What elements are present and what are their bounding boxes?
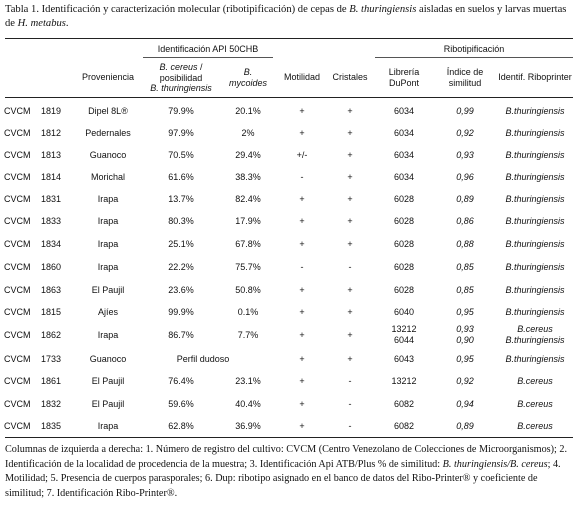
table-caption [5, 3, 571, 31]
table-row [0, 188, 578, 210]
cell-proveniencia: Irapa [97, 216, 119, 226]
header-libreria-line1: Librería [388, 67, 420, 77]
cell-proveniencia: Guanoco [89, 150, 127, 160]
cell-identif: B.thuringiensis [505, 262, 565, 272]
cell-libreria: 6028 [393, 285, 415, 295]
table-row [0, 324, 578, 346]
cell-cristales: + [347, 106, 353, 116]
cell-libreria: 6028 [393, 216, 415, 226]
table-footnote [5, 443, 573, 501]
cell-motilidad: - [300, 262, 304, 272]
cell-indice: 0,95 [456, 307, 474, 317]
cell-collection: CVCM [4, 239, 31, 249]
header-mycoides-line2: mycoides [228, 77, 267, 88]
cell-motilidad: + [299, 285, 305, 295]
cell-identif: B.thuringiensis [505, 307, 565, 317]
cell-proveniencia: Irapa [97, 330, 119, 340]
cell-libreria: 6034 [393, 150, 415, 160]
table-row [0, 279, 578, 301]
cell-cereus-pct: 13.7% [168, 194, 194, 204]
cell-motilidad: +/- [296, 150, 308, 160]
cell-motilidad: - [300, 172, 304, 182]
footnote-species: B. thuringiensis [442, 458, 508, 470]
cell-identif: B.cereus [517, 399, 553, 409]
cell-motilidad: + [299, 106, 305, 116]
header-libreria-line2: DuPont [388, 77, 420, 88]
header-indice [437, 67, 493, 88]
footnote-species: B. cereus [510, 458, 548, 470]
table-row [0, 144, 578, 166]
cell-collection: CVCM [4, 150, 31, 160]
footnote-text: ; 4. Motilidad; 5. Presencia de cuerpos parasporales; 6. Dup: ribotipo asignado en el banco de datos del Ribo-Printer® y coeficiente de similitud; 7. Identificación Ribo-Printer®. [5, 458, 561, 499]
footnote-slash: / [507, 458, 511, 470]
cell-register-number: 1831 [41, 194, 62, 204]
header-mycoides [223, 67, 273, 88]
header-indice-line2: similitud [448, 77, 482, 88]
table-row [0, 348, 578, 370]
header-cereus-species: B. cereus [159, 62, 198, 72]
cell-collection: CVCM [4, 172, 31, 182]
header-cereus [143, 62, 219, 94]
cell-identif: B.thuringiensis [505, 106, 565, 116]
cell-register-number: 1833 [41, 216, 62, 226]
cell-identif-line1: B.cereus [517, 324, 553, 334]
cell-indice: 0,85 [456, 262, 474, 272]
header-libreria [375, 67, 433, 88]
cell-indice: 0,94 [456, 399, 474, 409]
cell-cristales: - [348, 262, 352, 272]
cell-collection: CVCM [4, 194, 31, 204]
cell-identif-line2: B.thuringiensis [505, 334, 565, 345]
cell-libreria: 6028 [393, 239, 415, 249]
caption-text: . [65, 18, 69, 29]
header-motilidad: Motilidad [283, 72, 321, 82]
cell-indice: 0,95 [456, 354, 474, 364]
cell-libreria-line1: 13212 [391, 324, 417, 334]
cell-cereus-pct: 70.5% [168, 150, 194, 160]
caption-text: aisladas en suelos y larvas muertas de [5, 4, 567, 29]
table-row [0, 122, 578, 144]
cell-mycoides-pct: 50.8% [235, 285, 261, 295]
cell-mycoides-pct: 67.8% [235, 239, 261, 249]
cell-mycoides-pct: 75.7% [235, 262, 261, 272]
header-rule [5, 97, 573, 98]
table-row [0, 166, 578, 188]
cell-cristales: + [347, 172, 353, 182]
header-indice-line1: Índice de [446, 67, 484, 77]
cell-identif: B.thuringiensis [505, 216, 565, 226]
cell-collection: CVCM [4, 285, 31, 295]
cell-motilidad: + [299, 307, 305, 317]
cell-identif: B.thuringiensis [505, 239, 565, 249]
cell-proveniencia: Morichal [90, 172, 125, 182]
cell-indice [437, 324, 493, 345]
cell-register-number: 1815 [41, 307, 62, 317]
cell-indice-line1: 0,93 [456, 324, 474, 334]
cell-mycoides-pct: 29.4% [235, 150, 261, 160]
table-row [0, 415, 578, 437]
cell-motilidad: + [299, 376, 305, 386]
cell-indice: 0,88 [456, 239, 474, 249]
cell-collection: CVCM [4, 307, 31, 317]
table-row [0, 210, 578, 232]
ribo-group-rule [375, 57, 573, 58]
cell-motilidad: + [299, 194, 305, 204]
cell-identif: B.thuringiensis [505, 194, 565, 204]
cell-cereus-pct: 86.7% [168, 330, 194, 340]
cell-mycoides-pct: 82.4% [235, 194, 261, 204]
table-row [0, 100, 578, 122]
cell-mycoides-pct: 0.1% [237, 307, 259, 317]
cell-collection: CVCM [4, 376, 31, 386]
cell-cereus-pct: 59.6% [168, 399, 194, 409]
ribo-group-header: Ribotipificación [443, 44, 505, 54]
cell-motilidad: + [299, 421, 305, 431]
cell-libreria: 6082 [393, 399, 415, 409]
header-proveniencia: Proveniencia [81, 72, 135, 82]
caption-text: Tabla 1. Identificación y caracterización molecular (ribotipificación) de cepas de [5, 4, 350, 15]
cell-proveniencia: El Paujil [91, 376, 125, 386]
cell-libreria: 6028 [393, 262, 415, 272]
cell-indice: 0,86 [456, 216, 474, 226]
cell-proveniencia: Ajíes [97, 307, 118, 317]
cell-cristales: + [347, 354, 353, 364]
cell-cristales: + [347, 239, 353, 249]
cell-register-number: 1834 [41, 239, 62, 249]
cell-mycoides-pct: 23.1% [235, 376, 261, 386]
cell-cereus-pct: 76.4% [168, 376, 194, 386]
cell-libreria: 6034 [393, 106, 415, 116]
cell-register-number: 1814 [41, 172, 62, 182]
cell-indice: 0,96 [456, 172, 474, 182]
api-group-rule [143, 57, 273, 58]
cell-identif: B.cereus [517, 376, 553, 386]
cell-register-number: 1813 [41, 150, 62, 160]
cell-collection: CVCM [4, 216, 31, 226]
caption-species: B. thuringiensis [349, 4, 417, 15]
cell-cristales: - [348, 399, 352, 409]
cell-register-number: 1860 [41, 262, 62, 272]
cell-collection: CVCM [4, 399, 31, 409]
cell-register-number: 1862 [41, 330, 62, 340]
cell-register-number: 1812 [41, 128, 62, 138]
cell-proveniencia: El Paujil [91, 285, 125, 295]
cell-indice: 0,85 [456, 285, 474, 295]
cell-motilidad: + [299, 354, 305, 364]
cell-motilidad: + [299, 239, 305, 249]
cell-proveniencia: Guanoco [89, 354, 127, 364]
cell-mycoides-pct: 38.3% [235, 172, 261, 182]
cell-register-number: 1861 [41, 376, 62, 386]
cell-collection: CVCM [4, 128, 31, 138]
cell-register-number: 1863 [41, 285, 62, 295]
cell-cristales: + [347, 285, 353, 295]
cell-identif: B.cereus [517, 421, 553, 431]
cell-proveniencia: Irapa [97, 239, 119, 249]
cell-libreria: 13212 [391, 376, 417, 386]
cell-cristales: + [347, 150, 353, 160]
cell-cristales: + [347, 330, 353, 340]
cell-cristales: + [347, 194, 353, 204]
cell-libreria [375, 324, 433, 345]
cell-cereus-pct: 25.1% [168, 239, 194, 249]
cell-indice: 0,99 [456, 106, 474, 116]
cell-collection: CVCM [4, 262, 31, 272]
footnote-text: Columnas de izquierda a derecha: 1. Número de registro del cultivo: CVCM (Centro Venezolano de Colecciones de Microorganismos); 2. Identificación de la localidad de procedencia de la muestra; 3. Identificación Api ATB/Plus % de similitud: [5, 444, 568, 470]
cell-indice: 0,92 [456, 376, 474, 386]
cell-indice: 0,92 [456, 128, 474, 138]
cell-cristales: - [348, 376, 352, 386]
cell-cristales: + [347, 307, 353, 317]
cell-motilidad: + [299, 216, 305, 226]
cell-proveniencia: Pedernales [85, 128, 131, 138]
cell-proveniencia: Irapa [97, 421, 119, 431]
cell-cereus-pct: Perfil dudoso [176, 354, 230, 364]
cell-cereus-pct: 23.6% [168, 285, 194, 295]
cell-motilidad: + [299, 128, 305, 138]
cell-libreria: 6043 [393, 354, 415, 364]
cell-proveniencia: Dipel 8L® [88, 106, 128, 116]
cell-cristales: + [347, 128, 353, 138]
cell-proveniencia: Irapa [97, 194, 119, 204]
cell-indice: 0,89 [456, 194, 474, 204]
cell-libreria: 6040 [393, 307, 415, 317]
cell-mycoides-pct: 2% [241, 128, 255, 138]
cell-motilidad: + [299, 399, 305, 409]
cell-proveniencia: El Paujil [91, 399, 125, 409]
cell-mycoides-pct: 20.1% [235, 106, 261, 116]
cell-mycoides-pct: 36.9% [235, 421, 261, 431]
bottom-rule [5, 437, 573, 438]
header-cereus-line2: posibilidad [159, 72, 203, 83]
cell-libreria: 6028 [393, 194, 415, 204]
cell-cereus-pct: 97.9% [168, 128, 194, 138]
cell-identif: B.thuringiensis [505, 128, 565, 138]
table-row [0, 301, 578, 323]
cell-cristales: + [347, 216, 353, 226]
cell-libreria: 6034 [393, 128, 415, 138]
header-identif: Identif. Riboprinter [498, 72, 572, 82]
cell-cereus-pct: 79.9% [168, 106, 194, 116]
cell-motilidad: + [299, 330, 305, 340]
cell-cereus-pct: 99.9% [168, 307, 194, 317]
cell-identif [495, 324, 575, 345]
api-group-header: Identificación API 50CHB [157, 44, 259, 54]
cell-mycoides-pct: 7.7% [237, 330, 259, 340]
header-cereus-line3: B. thuringiensis [150, 83, 212, 93]
table-row [0, 256, 578, 278]
cell-register-number: 1819 [41, 106, 62, 116]
cell-libreria: 6034 [393, 172, 415, 182]
header-cereus-slash: / [197, 62, 203, 72]
cell-indice-line2: 0,90 [456, 334, 474, 345]
cell-identif: B.thuringiensis [505, 172, 565, 182]
header-mycoides-line1: B. [243, 67, 253, 77]
cell-mycoides-pct: 17.9% [235, 216, 261, 226]
cell-collection: CVCM [4, 106, 31, 116]
top-rule [5, 38, 573, 39]
cell-identif: B.thuringiensis [505, 285, 565, 295]
cell-indice: 0,89 [456, 421, 474, 431]
table-row [0, 393, 578, 415]
cell-cereus-pct: 22.2% [168, 262, 194, 272]
cell-cereus-pct: 61.6% [168, 172, 194, 182]
cell-register-number: 1835 [41, 421, 62, 431]
header-cristales: Cristales [332, 72, 368, 82]
cell-cereus-pct: 62.8% [168, 421, 194, 431]
table-row [0, 370, 578, 392]
cell-cristales: - [348, 421, 352, 431]
cell-collection: CVCM [4, 330, 31, 340]
cell-indice: 0,93 [456, 150, 474, 160]
cell-identif: B.thuringiensis [505, 150, 565, 160]
cell-libreria: 6082 [393, 421, 415, 431]
table-row [0, 233, 578, 255]
cell-collection: CVCM [4, 421, 31, 431]
cell-collection: CVCM [4, 354, 31, 364]
cell-cereus-pct: 80.3% [168, 216, 194, 226]
cell-identif: B.thuringiensis [505, 354, 565, 364]
caption-species: H. metabus [17, 18, 66, 29]
cell-libreria-line2: 6044 [393, 334, 415, 345]
cell-proveniencia: Irapa [97, 262, 119, 272]
cell-register-number: 1832 [41, 399, 62, 409]
cell-mycoides-pct: 40.4% [235, 399, 261, 409]
cell-register-number: 1733 [41, 354, 62, 364]
